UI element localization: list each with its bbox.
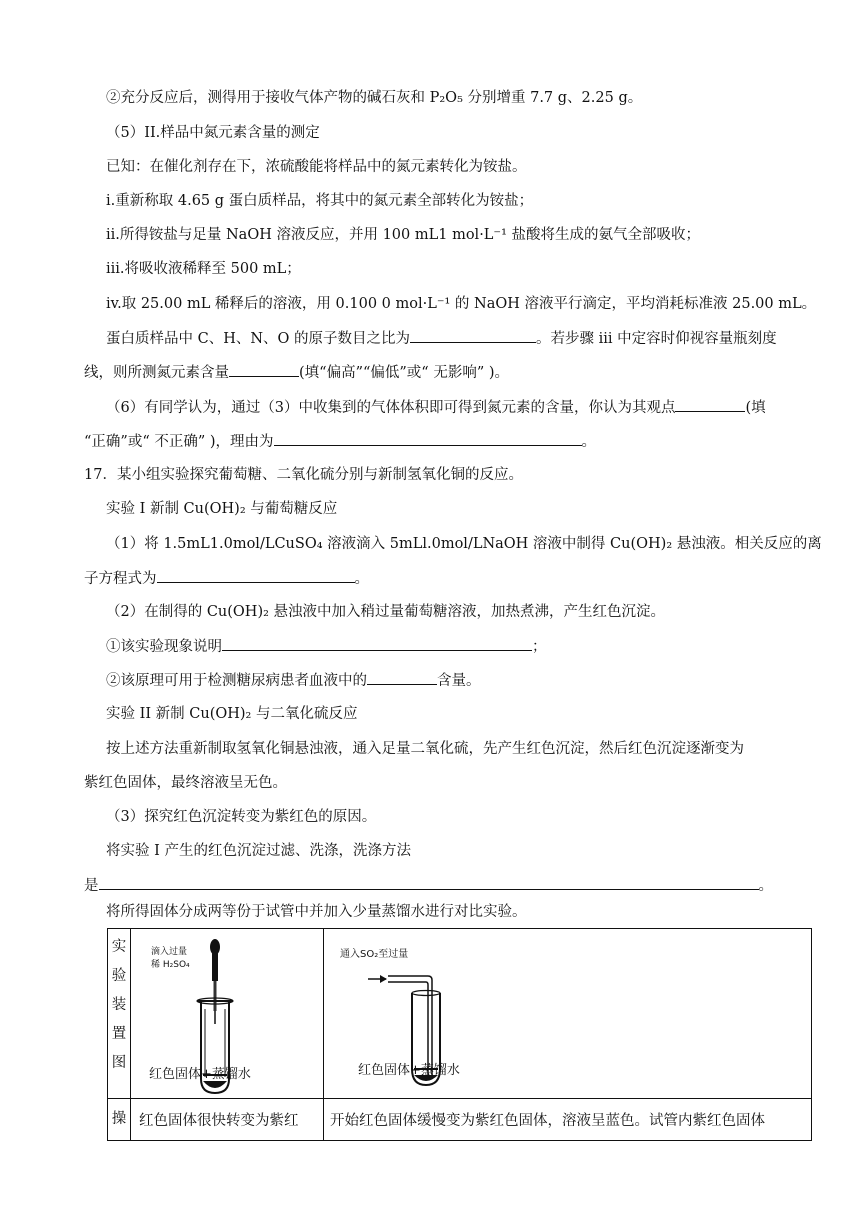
figure-note: 滴入过量 (151, 947, 188, 957)
question-number-line: 17．某小组实验探究葡萄糖、二氧化硫分别与新制氢氧化铜的反应。 (84, 467, 523, 483)
text-line: 将所得固体分成两等份于试管中并加入少量蒸馏水进行对比实验。 (106, 904, 527, 920)
row-label-char: 验 (111, 968, 127, 984)
question-line (84, 362, 509, 383)
text-line: 已知：在催化剂存在下，浓硫酸能将样品中的氮元素转化为铵盐。 (106, 159, 527, 175)
row-label-char: 操 (111, 1111, 127, 1127)
question-text: （6）有同学认为，通过（3）中收集到的气体体积即可得到氮元素的含量，你认为其观点 (106, 400, 676, 416)
text-line: 按上述方法重新制取氢氧化铜悬浊液，通入足量二氧化硫，先产生红色沉淀，然后红色沉淀逐渐变为 (106, 741, 744, 757)
experiment-heading: 实验 I 新制 Cu(OH)₂ 与葡萄糖反应 (106, 501, 338, 517)
text-line: （3）探究红色沉淀转变为紫红色的原因。 (106, 809, 377, 825)
question-text: 蛋白质样品中 C、H、N、O 的原子数目之比为 (106, 331, 411, 347)
question-text: 。 (758, 878, 773, 894)
table-row (108, 929, 812, 1099)
apparatus-figure-1 (131, 929, 324, 1099)
question-text: ②该原理可用于检测糖尿病患者血液中的 (106, 673, 367, 689)
text-line: i.重新称取 4.65 g 蛋白质样品，将其中的氮元素全部转化为铵盐； (106, 193, 534, 209)
experiment-heading: 实验 II 新制 Cu(OH)₂ 与二氧化硫反应 (106, 706, 358, 722)
question-text: “正确”或“ 不正确” )，理由为 (84, 434, 274, 450)
question-text: 。若步骤 iii 中定容时仰视容量瓶刻度 (536, 331, 777, 347)
question-line (84, 431, 596, 452)
text-line: iv.取 25.00 mL 稀释后的溶液，用 0.100 0 mol·L⁻¹ 的 NaOH 溶液平行滴定，平均消耗标准液 25.00 mL。 (106, 296, 817, 312)
row-label-char: 图 (111, 1055, 127, 1071)
figure-note: 稀 H₂SO₄ (151, 960, 190, 970)
row-label-char: 置 (111, 1026, 127, 1042)
answer-blank[interactable] (675, 397, 745, 412)
figure-note: 通入SO₂至过量 (340, 949, 409, 960)
row-label-char: 装 (111, 997, 127, 1013)
text-line: （2）在制得的 Cu(OH)₂ 悬浊液中加入稍过量葡萄糖溶液，加热煮沸，产生红色沉淀。 (106, 604, 666, 620)
answer-blank[interactable] (410, 328, 536, 343)
question-text: (填“偏高”“偏低”或“ 无影响” )。 (299, 365, 510, 381)
row-label (108, 1099, 131, 1141)
row-label-char: 实 (111, 939, 127, 955)
answer-blank[interactable] (229, 362, 299, 377)
question-text: ； (532, 639, 547, 655)
question-text: (填 (745, 400, 766, 416)
question-text: 线，则所测氮元素含量 (84, 365, 229, 381)
text-line: 紫红色固体，最终溶液呈无色。 (84, 775, 287, 791)
row-label (108, 929, 131, 1099)
question-line (106, 636, 547, 657)
table-cell: 开始红色固体缓慢变为紫红色固体，溶液呈蓝色。试管内紫红色固体 (324, 1099, 812, 1141)
text-line: ii.所得铵盐与足量 NaOH 溶液反应，并用 100 mL1 mol·L⁻¹ 盐酸将生成的氨气全部吸收； (106, 227, 701, 243)
question-text: 。 (581, 434, 597, 450)
answer-blank[interactable] (99, 875, 759, 890)
question-text: 子方程式为 (84, 571, 157, 587)
figure-caption: 红色固体+蒸馏水 (358, 1063, 460, 1078)
text-line: iii.将吸收液稀释至 500 mL； (106, 261, 301, 277)
section-heading: （5）II.样品中氮元素含量的测定 (106, 125, 320, 141)
figure-caption: 红色固体+蒸馏水 (149, 1067, 251, 1082)
table-cell: 红色固体很快转变为紫红 (131, 1099, 324, 1141)
question-line (84, 568, 369, 589)
question-text: 。 (354, 571, 369, 587)
question-line (106, 670, 481, 691)
question-text: 是 (84, 878, 99, 894)
table-row (108, 1099, 812, 1141)
question-text: 含量。 (437, 673, 481, 689)
text-line: 将实验 I 产生的红色沉淀过滤、洗涤，洗涤方法 (106, 843, 411, 859)
question-text: ①该实验现象说明 (106, 639, 222, 655)
answer-blank[interactable] (157, 568, 355, 583)
answer-blank[interactable] (274, 431, 582, 446)
text-line: （1）将 1.5mL1.0mol/LCuSO₄ 溶液滴入 5mLl.0mol/LNaOH 溶液中制得 Cu(OH)₂ 悬浊液。相关反应的离 (106, 536, 822, 552)
question-line (106, 397, 766, 418)
apparatus-figure-2 (324, 929, 812, 1099)
experiment-table (107, 928, 812, 1141)
question-line (84, 875, 774, 896)
text-line: ②充分反应后，测得用于接收气体产物的碱石灰和 P₂O₅ 分别增重 7.7 g、2.25 g。 (106, 90, 643, 106)
answer-blank[interactable] (222, 636, 532, 651)
answer-blank[interactable] (367, 670, 437, 685)
question-line (106, 328, 777, 349)
